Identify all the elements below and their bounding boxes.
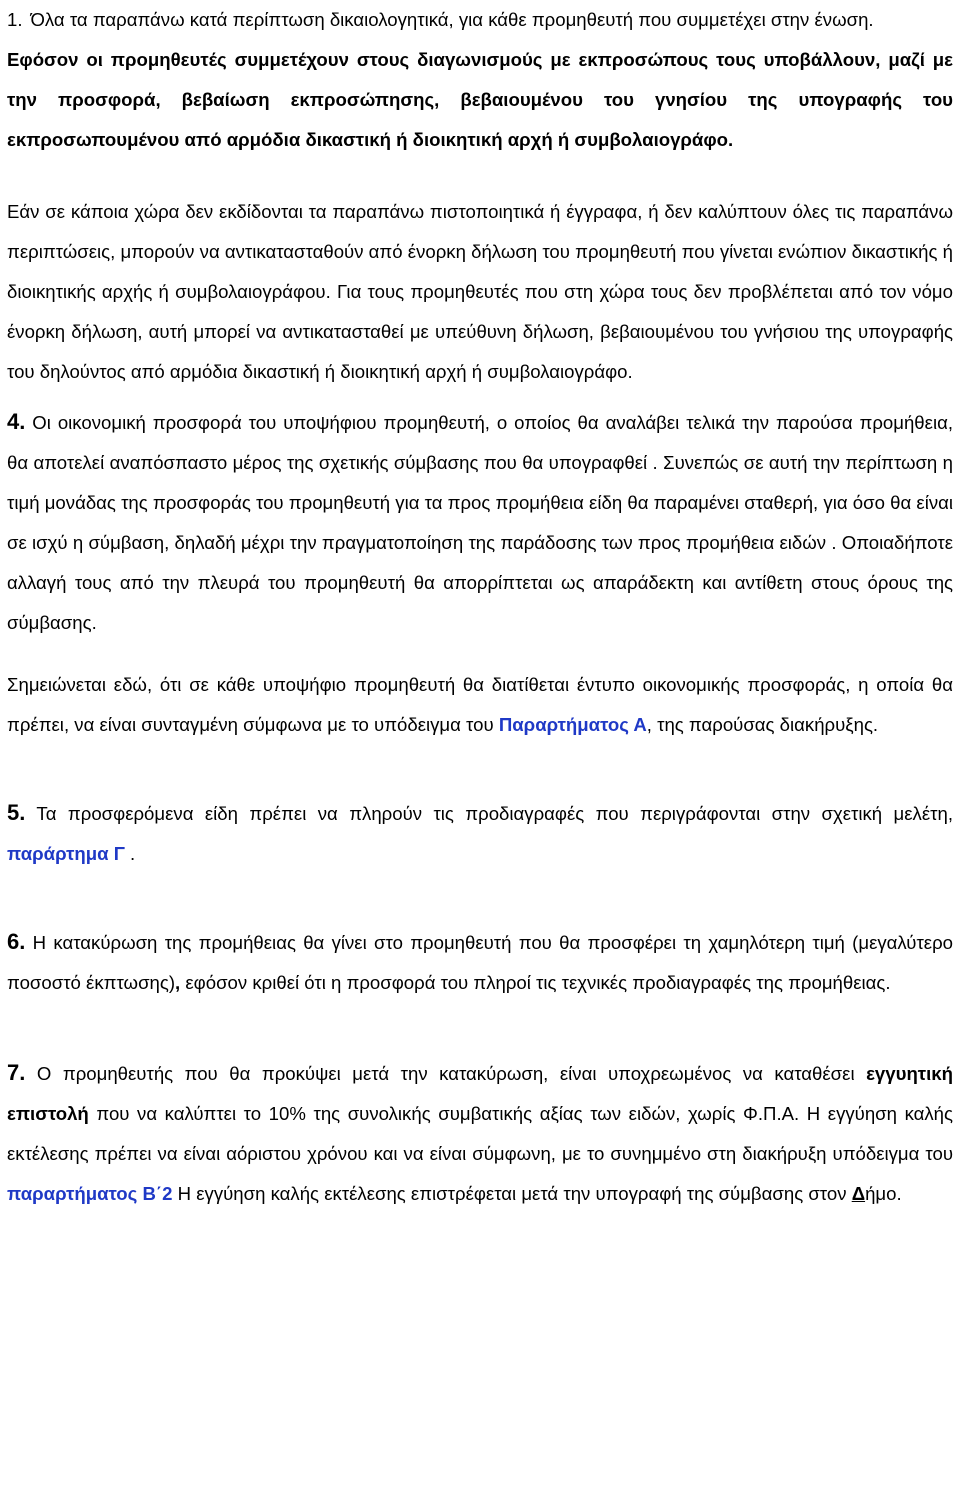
municipality-initial: Δ: [851, 1183, 866, 1204]
item-6-comma: ,: [175, 972, 181, 993]
item-1-text: Όλα τα παραπάνω κατά περίπτωση δικαιολογητικά, για κάθε προμηθευτή που συμμετέχει στην ένωση.: [30, 9, 874, 30]
representation-paragraph: Εφόσον οι προμηθευτές συμμετέχουν στους διαγωνισμούς με εκπροσώπους τους υποβάλλουν, μαζί με την προσφορά, βεβαίωση εκπροσώπησης, βεβαιουμένου του γνησίου της υπογραφής του εκπροσωπουμένου από αρμόδια δικαστική ή διοικητική αρχή ή συμβολαιογράφο.: [7, 49, 953, 150]
document-page: [7, 0, 953, 1214]
annex-c-link[interactable]: παράρτημα Γ: [7, 843, 125, 864]
item-6-text-after: εφόσον κριθεί ότι η προσφορά του πληροί τις τεχνικές προδιαγραφές της προμήθειας.: [180, 972, 891, 993]
item-4-number: 4.: [7, 409, 26, 434]
item-7-text-before: Ο προμηθευτής που θα προκύψει μετά την κατακύρωση, είναι υποχρεωμένος να καταθέσει: [25, 1063, 867, 1084]
item-5-text-before: Τα προσφερόμενα είδη πρέπει να πληρούν τις προδιαγραφές που περιγράφονται στην σχετική μελέτη,: [25, 803, 953, 824]
guarantee-letter-term: εγγυητική επιστολή: [7, 1063, 953, 1124]
item-5-number: 5.: [7, 800, 26, 825]
item-7-text-middle: που να καλύπτει το 10% της συνολικής συμβατικής αξίας των ειδών, χωρίς Φ.Π.Α. Η εγγύηση καλής εκτέλεσης πρέπει να είναι αόριστου χρόνου και να είναι σύμφωνη, με το συνημμένο στη διακήρυξη υπόδειγμα του: [7, 1103, 953, 1164]
item-5-text-after: .: [124, 843, 136, 864]
item-1-number: 1.: [7, 9, 23, 30]
note-text-after: , της παρούσας διακήρυξης.: [646, 714, 879, 735]
item-7-text-end-after: ήμο.: [865, 1183, 902, 1204]
item-4-text: Οι οικονομική προσφορά του υποψήφιου προμηθευτή, ο οποίος θα αναλάβει τελικά την παρούσα προμήθεια, θα αποτελεί αναπόσπαστο μέρος της σχετικής σύμβασης που θα υπογραφθεί . Συνεπώς σε αυτή την περίπτωση η τιμή μονάδας της προσφοράς του προμηθευτή για τα προς προμήθεια είδη θα παραμένει σταθερή, για όσο θα είναι σε ισχύ η σύμβαση, δηλαδή μέχρι την πραγματοποίηση της παράδοσης των προς προμήθεια ειδών . Οποιαδήποτε αλλαγή τους από την πλευρά του προμηθευτή θα απορρίπτεται ως απαράδεκτη και αντίθετη στους όρους της σύμβασης.: [7, 412, 953, 633]
item-6-number: 6.: [7, 929, 26, 954]
item-6-text-before: Η κατακύρωση της προμήθειας θα γίνει στο προμηθευτή που θα προσφέρει τη χαμηλότερη τιμή (μεγαλύτερο ποσοστό έκπτωσης): [7, 932, 953, 993]
item-6-paragraph: [7, 922, 953, 1003]
item-7-paragraph: [7, 1053, 953, 1214]
sworn-declaration-paragraph: Εάν σε κάποια χώρα δεν εκδίδονται τα παραπάνω πιστοποιητικά ή έγγραφα, ή δεν καλύπτουν όλες τις παραπάνω περιπτώσεις, μπορούν να αντικατασταθούν από ένορκη δήλωση του προμηθευτή που γίνεται ενώπιον δικαστικής ή διοικητικής αρχής ή συμβολαιογράφου. Για τους προμηθευτές που στη χώρα τους δεν προβλέπεται από τον νόμο ένορκη δήλωση, αυτή μπορεί να αντικατασταθεί με υπεύθυνη δήλωση, βεβαιουμένου του γνήσιου της υπογραφής του δηλούντος από αρμόδια δικαστική ή διοικητική αρχή ή συμβολαιογράφο.: [7, 201, 953, 382]
annex-b2-link[interactable]: παραρτήματος Β΄2: [7, 1183, 173, 1204]
item-7-number: 7.: [7, 1060, 26, 1085]
item-5-paragraph: [7, 793, 953, 874]
note-paragraph: [7, 665, 953, 745]
item-1-paragraph: [7, 0, 953, 40]
annex-a-link[interactable]: Παραρτήματος Α: [498, 714, 647, 735]
note-text-before: Σημειώνεται εδώ, ότι σε κάθε υποψήφιο προμηθευτή θα διατίθεται έντυπο οικονομικής προσφοράς, η οποία θα πρέπει, να είναι συνταγμένη σύμφωνα με το υπόδειγμα του: [7, 674, 953, 735]
item-7-text-end-before: Η εγγύηση καλής εκτέλεσης επιστρέφεται μετά την υπογραφή της σύμβασης στον: [172, 1183, 852, 1204]
item-4-paragraph: [7, 402, 953, 643]
